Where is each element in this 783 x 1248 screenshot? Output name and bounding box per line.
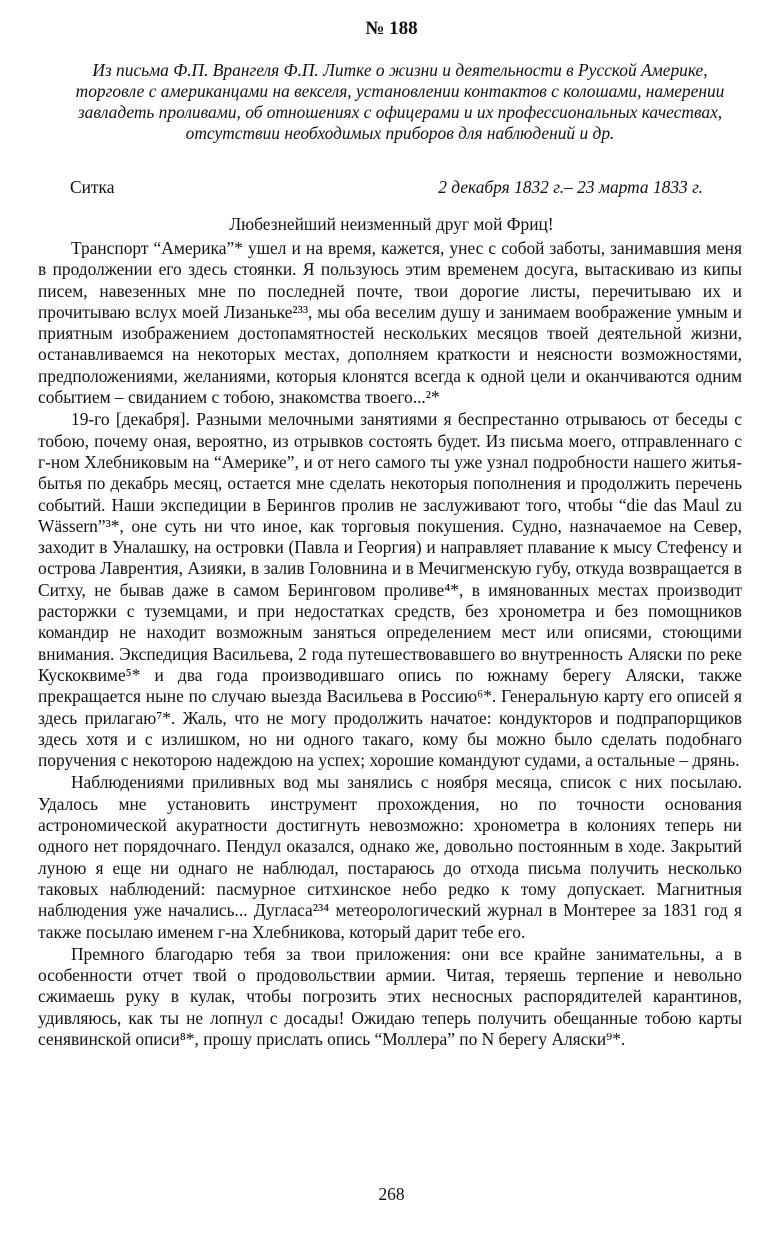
paragraph-3: Наблюдениями приливных вод мы занялись с ноября месяца, список с них посылаю. Удалось мне установить инструмент прохождения, но по точности основания астрономической акуратности достигнуть невозможно: хронометра в колониях теперь ни одного нет порядочнаго. Пендул оказался, однако же, довольно постоянным в ходе. Закрытий луною я еще ни однаго не наблюдал, постараюсь до отхода письма получить несколько таковых наблюдений: пасмурное ситхинское небо редко к тому допускает. Магнитныя наблюдения уже начались... Дугласа²³⁴ метеорологический журнал в Монтерее за 1831 год я также посылаю именем г-на Хлебникова, который дарит тебе его. [38,772,742,942]
page-number: 268 [378,1184,405,1204]
paragraph-1: Транспорт “Америка”* ушел и на время, кажется, унес с собой заботы, занимавшия меня в продолжении его здесь стоянки. Я пользуюсь этим временем досуга, вытаскиваю из кипы писем, навезенных мне по последней почте, твои дорогие листы, перечитываю их и прочитываю вслух моей Лизаньке²³³, мы оба веселим душу и занимаем воображение умным и приятным изображением достопамятностей нескольких месяцов твоей деятельной жизни, останавливаемся на некоторых местах, дополняем краткости и неясности возможностями, предположениями, желаниями, которыя клонятся всегда к одной цели и оканчиваются одним событием – свиданием с тобою, знакомства твоего...²* [38,238,742,408]
letter-body [38,238,742,1050]
document-number: № 188 [365,18,418,39]
letter-salutation: Любезнейший неизменный друг мой Фриц! [229,214,554,234]
paragraph-4: Премного благодарю тебя за твои приложения: они все крайне занимательны, а в особенности отчет твой о продовольствии армии. Читая, теряешь терпение и невольно сжимаешь руку в кулак, чтобы погрозить этих несносных распорядителей карантинов, удивляюсь, как ты не лопнул с досады! Ожидаю теперь получить обещанные тобою карты сенявинской описи⁸*, прошу прислать опись “Моллера” по N берегу Аляски⁹*. [38,943,742,1049]
document-heading: Из письма Ф.П. Врангеля Ф.П. Литке о жизни и деятельности в Русской Америке, торговле с американцами на векселя, установлении контактов с колошами, намерении завладеть проливами, об отношениях с офицерами и их профессиональных качествах, отсутствии необходимых приборов для наблюдений и др. [75,60,725,143]
date-range: 2 декабря 1832 г.– 23 марта 1833 г. [438,177,703,197]
place-label: Ситка [70,177,115,197]
paragraph-2: 19-го [декабря]. Разными мелочными занятиями я беспрестанно отрываюсь от беседы с тобою, почему оная, вероятно, из отрывков состоять будет. Из письма моего, отправленнаго с г-ном Хлебниковым на “Америке”, и от него самого ты уже узнал подробности нашего житья-бытья по декабрь месяц, остается мне сделать некоторыя пополнения и продолжить перечень событий. Наши экспедиции в Берингов пролив не заслуживают того, чтобы “die das Maul zu Wässern”³*, оне суть ни что иное, как торговыя покушения. Судно, назначаемое на Север, заходит в Уналашку, на островки (Павла и Георгия) и направляет плавание к мысу Стефенсу и острова Лаврентия, Азияки, в залив Головнина и в Мечигменскую губу, откуда возвращается в Ситху, не бывав даже в самом Беринговом проливе⁴*, в имянованных местах производит расторжки с туземцами, и при недостатках средств, без хронометра и без помощников командир не находит возможным заняться определением мест или описями, стоющими внимания. Экспедиция Васильева, 2 года путешествовавшего во внутренность Аляски по реке Кускоквиме⁵* и два года производившаго опись по южнаму берегу Аляски, также прекращается ныне по случаю выезда Васильева в Россию⁶*. Генеральную карту его описей я здесь прилагаю⁷*. Жаль, что не могу продолжить начатое: кондукторов и подпрапорщиков здесь хотя и с излишком, но ни одного такаго, кому бы можно было сделать подобнаго поручения с некоторою надеждою на успех; хорошие командуют судами, а остальные – дрянь. [38,409,742,771]
